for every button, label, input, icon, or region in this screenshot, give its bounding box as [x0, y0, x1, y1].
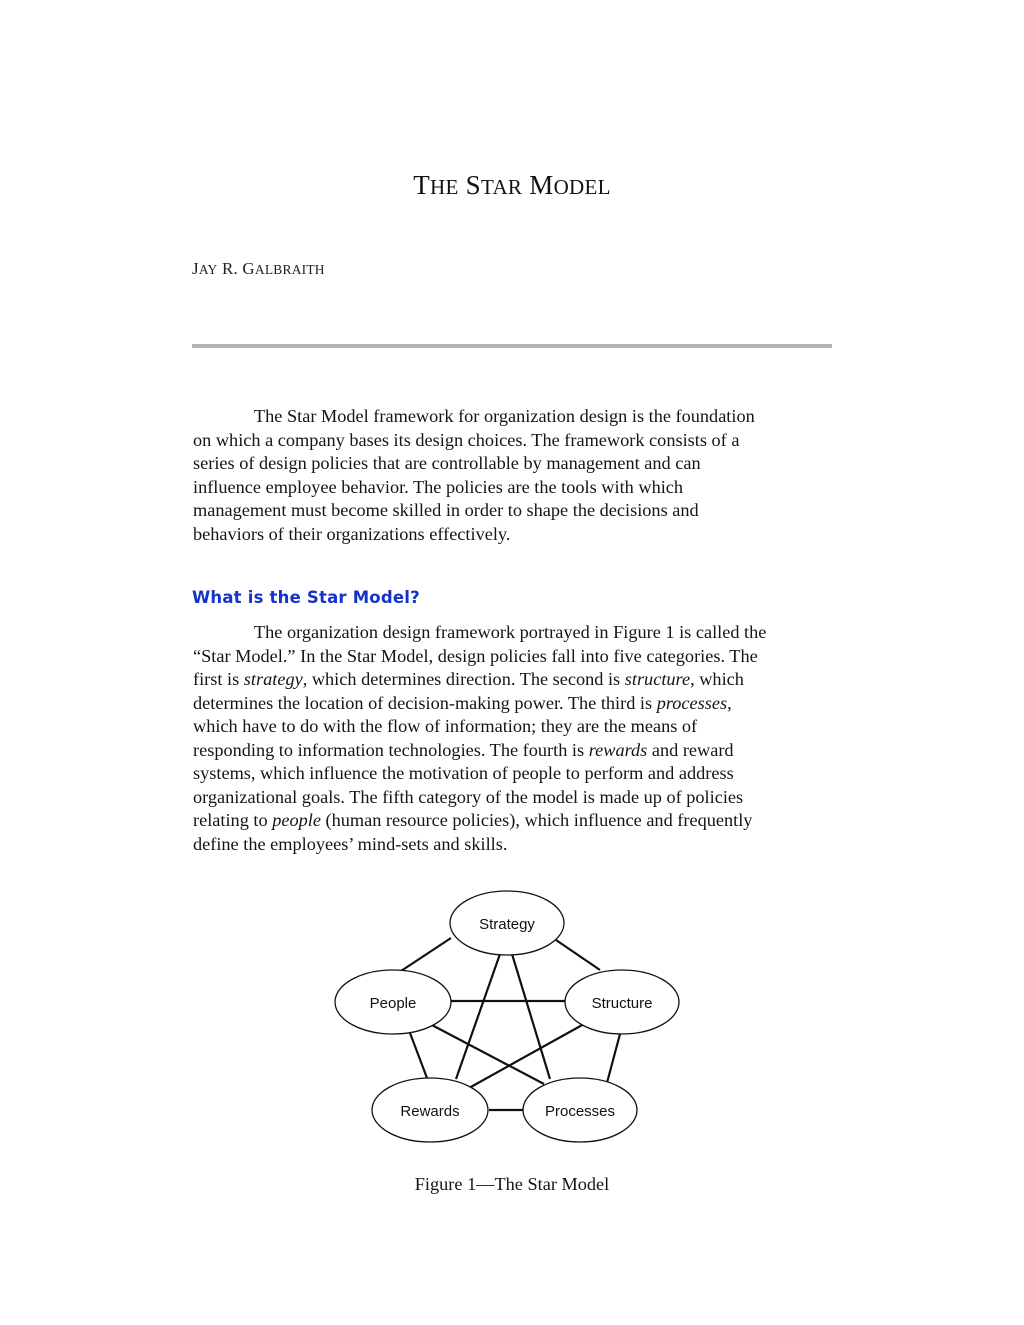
body-line: responding to information technologies. The fourth is rewards and reward — [193, 739, 734, 760]
body-line: define the employees’ mind-sets and skills. — [193, 833, 508, 854]
edge-people-processes — [430, 1024, 544, 1084]
intro-line: The Star Model framework for organization design is the foundation — [254, 406, 755, 426]
body-line: relating to people (human resource policies), which influence and frequently — [193, 810, 753, 830]
body-line: first is strategy, which determines direction. The second is structure, which — [193, 669, 744, 689]
document-title: THE STAR MODEL — [413, 170, 611, 200]
horizontal-divider — [192, 344, 832, 348]
section-heading: What is the Star Model? — [192, 588, 420, 607]
body-line: systems, which influence the motivation of people to perform and address — [193, 763, 734, 783]
emphasis-structure: structure — [624, 669, 691, 689]
body-line: organizational goals. The fifth category of the model is made up of policies — [193, 786, 744, 807]
edge-strategy-structure — [556, 940, 600, 970]
intro-paragraph — [193, 405, 833, 546]
intro-line: series of design policies that are controllable by management and can — [193, 453, 701, 473]
emphasis-people: people — [272, 810, 321, 830]
emphasis-strategy: strategy — [243, 669, 303, 689]
star-model-diagram — [0, 880, 1024, 1160]
node-label-processes: Processes — [544, 1103, 616, 1120]
node-label-strategy: Strategy — [479, 916, 535, 933]
node-label-people: People — [369, 995, 417, 1012]
intro-line: behaviors of their organizations effectively. — [193, 523, 511, 544]
node-label-rewards: Rewards — [400, 1103, 460, 1120]
body-line: which have to do with the flow of information; they are the means of — [193, 716, 698, 736]
edge-people-rewards — [410, 1033, 427, 1078]
intro-line: on which a company bases its design choices. The framework consists of a — [193, 429, 740, 450]
emphasis-processes: processes — [656, 692, 728, 713]
body-paragraph — [193, 621, 833, 856]
star-model-figure — [0, 880, 1024, 1160]
intro-line: influence employee behavior. The policies are the tools with which — [193, 476, 684, 497]
body-line: “Star Model.” In the Star Model, design policies fall into five categories. The — [193, 645, 758, 666]
node-label-structure: Structure — [591, 995, 653, 1012]
edge-strategy-people — [401, 938, 451, 971]
intro-line: management must become skilled in order to shape the decisions and — [193, 500, 699, 520]
edge-strategy-rewards — [456, 954, 500, 1079]
body-line: The organization design framework portrayed in Figure 1 is called the — [254, 622, 767, 642]
figure-caption: Figure 1—The Star Model — [414, 1174, 610, 1194]
emphasis-rewards: rewards — [588, 739, 648, 760]
author-name: JAY R. GALBRAITH — [192, 259, 325, 278]
body-line: determines the location of decision-making power. The third is processes, — [193, 692, 732, 713]
